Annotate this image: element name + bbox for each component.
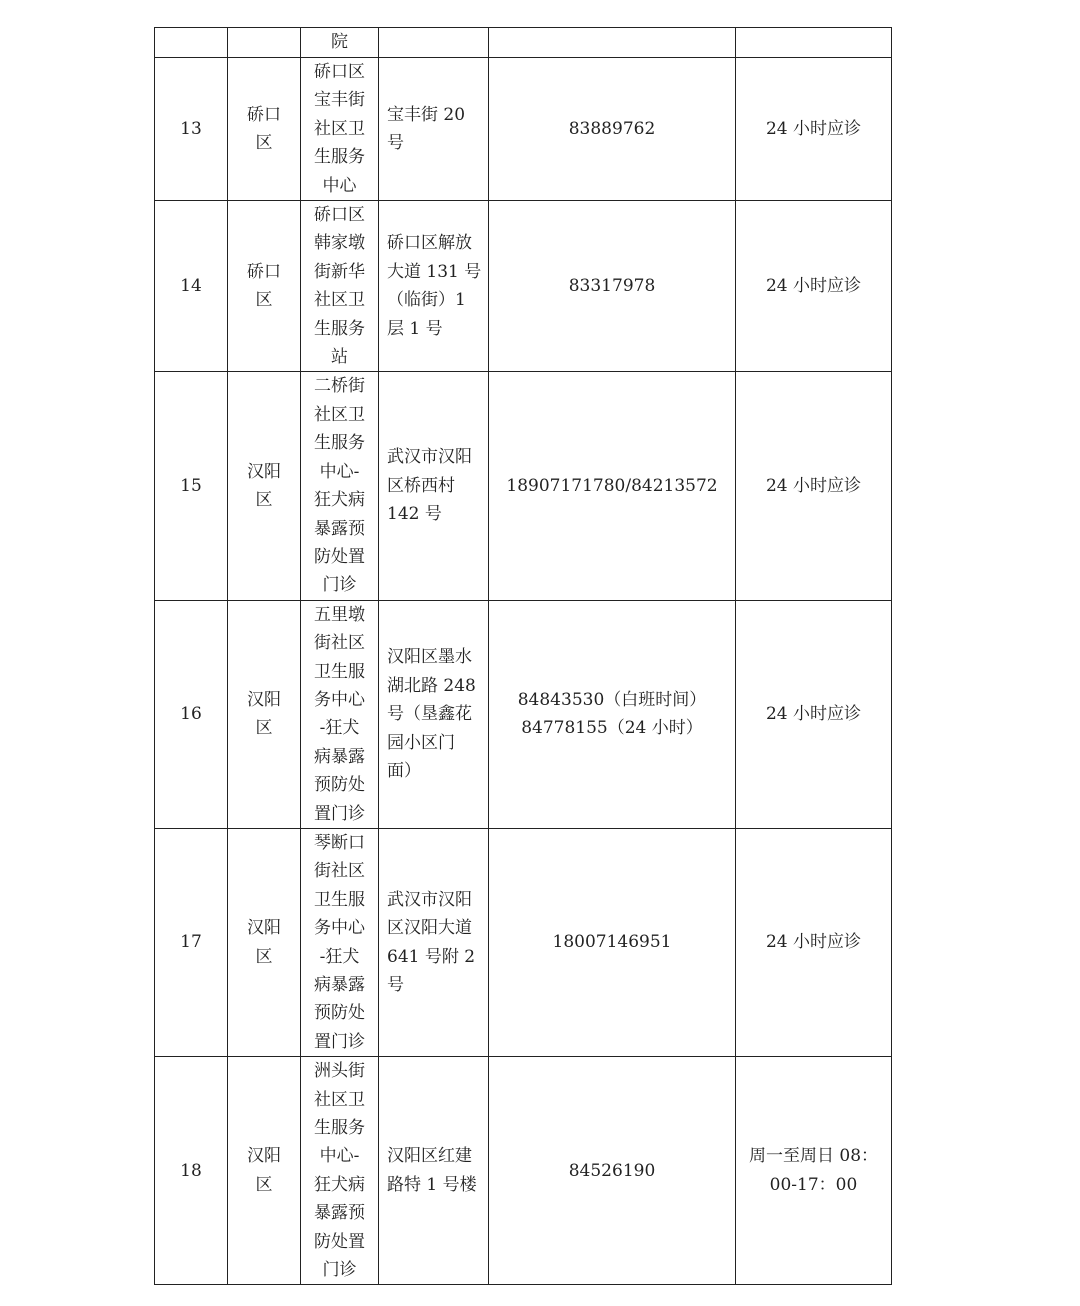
clinic-name-cell-line: 中心- [319,461,360,482]
address-cell-line: 区桥西村 [387,475,455,496]
clinic-name-cell-line: 病暴露 [314,746,365,767]
clinic-name-cell-line: 中心 [322,175,357,196]
hours-cell [736,600,892,828]
hours-cell-line: 周一至周日 08： [748,1146,879,1167]
clinic-name-cell-line: 硚口区 [314,205,365,226]
address-cell [379,28,489,58]
clinic-name-cell-line: 预防处 [314,775,365,796]
clinic-name-cell [301,828,379,1056]
address-cell [379,201,489,372]
clinic-name-cell-line: 置门诊 [314,803,365,824]
clinic-name-cell-line: 生服务 [314,433,365,454]
phone-cell [489,372,736,600]
address-cell-line: 号（垦鑫花 [387,704,472,725]
clinic-name-cell [301,372,379,600]
address-cell-line: 层 1 号 [387,318,443,339]
clinic-name-cell-line: 站 [331,347,348,368]
table-row [155,1057,892,1285]
address-cell-line: 硚口区解放 [387,233,472,254]
address-cell [379,828,489,1056]
district-cell-line: 汉阳 [247,1146,281,1167]
clinic-name-cell-line: 生服务 [314,318,365,339]
clinic-name-cell-line: 洲头街 [314,1061,365,1082]
clinic-name-cell [301,58,379,201]
address-cell [379,600,489,828]
clinic-name-cell-line: 卫生服 [314,889,365,910]
table-row [155,828,892,1056]
phone-cell-line: 84778155（24 小时） [521,718,703,739]
hours-cell-line: 24 小时应诊 [765,118,862,139]
clinic-name-cell-line: 生服务 [314,147,365,168]
hours-cell [736,828,892,1056]
phone-cell [489,58,736,201]
clinic-table-body [155,28,892,1285]
clinic-name-cell-line: 社区卫 [314,290,365,311]
hours-cell-line: 24 小时应诊 [765,932,862,953]
address-cell-line: 湖北路 248 [387,675,476,696]
address-cell-line: 641 号附 2 [387,946,476,967]
row-number: 13 [155,58,228,201]
clinic-name-cell-line: 门诊 [322,1260,357,1281]
clinic-name-cell-line: 门诊 [322,575,357,596]
clinic-name-cell-line: 防处置 [314,546,365,567]
district-cell [228,28,301,58]
phone-cell-line: 18007146951 [552,932,672,953]
row-number: 17 [155,828,228,1056]
address-cell-line: 142 号 [387,504,442,525]
hours-cell [736,372,892,600]
clinic-name-cell [301,201,379,372]
district-cell-line: 汉阳 [247,461,281,482]
row-number: 14 [155,201,228,372]
hours-cell-line: 00-17：00 [769,1174,858,1195]
hours-cell-line: 24 小时应诊 [765,704,862,725]
clinic-name-cell [301,1057,379,1285]
table-row [155,372,892,600]
clinic-name-cell-line: 硚口区 [314,62,365,82]
hours-cell-line: 24 小时应诊 [765,276,862,297]
address-cell-line: 号 [387,975,404,995]
clinic-name-cell-line: 中心- [319,1146,360,1167]
clinic-name-cell-line: 街社区 [314,633,365,654]
phone-cell-line: 84526190 [568,1160,656,1181]
district-cell [228,58,301,201]
clinic-name-cell-line: 五里墩 [314,604,365,625]
phone-cell-line: 84843530（白班时间） [517,689,707,710]
phone-cell-line: 18907171780/84213572 [506,475,718,496]
clinic-name-cell [301,600,379,828]
district-cell-line: 硚口 [247,104,281,125]
hours-cell [736,58,892,201]
district-cell [228,201,301,372]
clinic-name-cell-line: 二桥街 [314,376,365,397]
clinic-name-cell-line: 社区卫 [314,404,365,425]
address-cell-line: 园小区门 [387,732,455,753]
clinic-table [154,27,892,1285]
clinic-name-cell-line: 院 [331,32,348,53]
address-cell-line: 汉阳区墨水 [387,647,472,668]
clinic-name-cell-line: 街新华 [314,261,365,282]
row-number [155,28,228,58]
phone-cell [489,1057,736,1285]
clinic-name-cell-line: 置门诊 [314,1031,365,1052]
table-row [155,201,892,372]
address-cell-line: 路特 1 号楼 [387,1174,477,1195]
clinic-name-cell-line: 暴露预 [314,1203,365,1224]
hours-cell [736,201,892,372]
clinic-name-cell-line: 暴露预 [314,518,365,539]
address-cell-line: 号 [387,133,404,154]
district-cell-line: 区 [255,1174,273,1195]
table-row [155,600,892,828]
address-cell [379,1057,489,1285]
clinic-name-cell-line: 社区卫 [314,118,365,139]
table-row [155,28,892,58]
district-cell-line: 区 [255,290,273,311]
hours-cell [736,1057,892,1285]
clinic-name-cell-line: -狂犬 [319,718,360,739]
district-cell-line: 区 [255,490,273,511]
clinic-name-cell-line: 琴断口 [314,832,365,853]
clinic-name-cell-line: 防处置 [314,1231,365,1252]
clinic-name-cell [301,28,379,58]
district-cell [228,600,301,828]
district-cell [228,828,301,1056]
row-number: 16 [155,600,228,828]
clinic-name-cell-line: 务中心 [314,689,365,710]
phone-cell [489,201,736,372]
district-cell-line: 汉阳 [247,918,281,939]
address-cell-line: 武汉市汉阳 [387,889,472,910]
district-cell-line: 区 [255,718,273,739]
address-cell-line: 区汉阳大道 [387,918,472,939]
clinic-name-cell-line: 社区卫 [314,1089,365,1110]
district-cell-line: 硚口 [247,261,281,282]
address-cell [379,372,489,600]
district-cell [228,372,301,600]
clinic-name-cell-line: 韩家墩 [314,233,365,254]
clinic-name-cell-line: 街社区 [314,861,365,882]
phone-cell [489,828,736,1056]
clinic-name-cell-line: 务中心 [314,918,365,939]
row-number: 15 [155,372,228,600]
phone-cell-line: 83889762 [568,118,656,139]
phone-cell-line: 83317978 [568,276,656,297]
district-cell-line: 区 [255,946,273,967]
phone-cell [489,600,736,828]
hours-cell-line: 24 小时应诊 [765,475,862,496]
table-row [155,58,892,201]
phone-cell [489,28,736,58]
clinic-name-cell-line: -狂犬 [319,946,360,967]
clinic-name-cell-line: 预防处 [314,1003,365,1024]
clinic-name-cell-line: 狂犬病 [314,490,365,511]
clinic-name-cell-line: 病暴露 [314,975,365,995]
district-cell-line: 区 [255,133,273,154]
address-cell-line: 面） [387,760,421,781]
address-cell-line: 汉阳区红建 [387,1146,472,1167]
address-cell-line: 武汉市汉阳 [387,447,472,468]
address-cell-line: 大道 131 号 [387,261,482,282]
row-number: 18 [155,1057,228,1285]
clinic-name-cell-line: 卫生服 [314,661,365,682]
district-cell [228,1057,301,1285]
address-cell-line: 宝丰街 20 [387,104,466,125]
hours-cell [736,28,892,58]
district-cell-line: 汉阳 [247,689,281,710]
clinic-name-cell-line: 生服务 [314,1118,365,1139]
clinic-name-cell-line: 宝丰街 [314,90,365,111]
address-cell [379,58,489,201]
address-cell-line: （临街）1 [387,290,466,311]
clinic-name-cell-line: 狂犬病 [314,1174,365,1195]
